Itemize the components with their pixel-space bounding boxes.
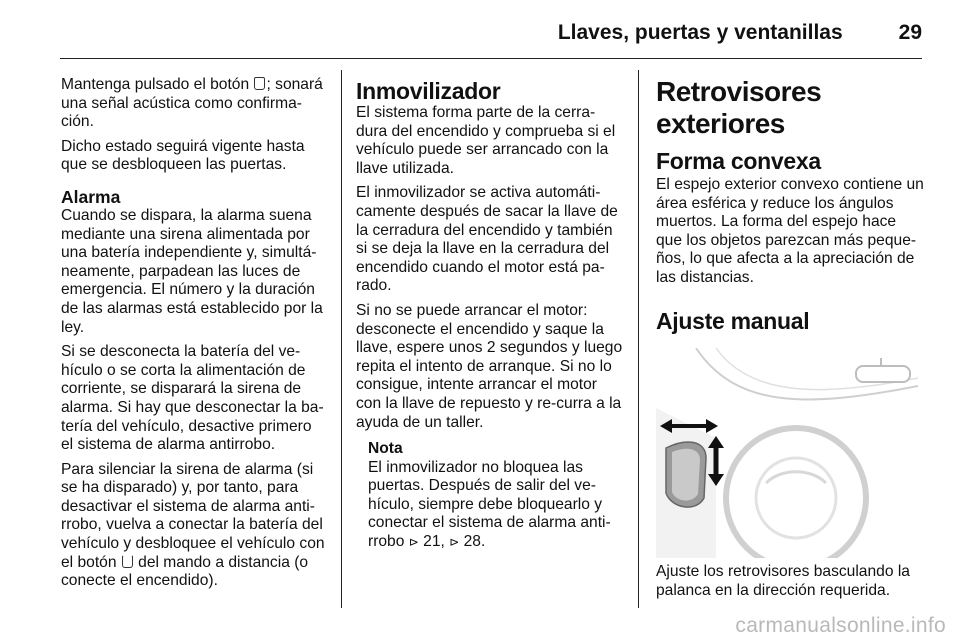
text-fragment: , bbox=[440, 533, 450, 551]
text-fragment: . bbox=[480, 533, 486, 551]
triangle-right-icon: ⊳ bbox=[449, 535, 460, 550]
paragraph-lock bbox=[61, 76, 327, 132]
mirror-adjustment-illustration bbox=[656, 348, 918, 558]
subheading-convex: Forma convexa bbox=[656, 148, 821, 174]
text-fragment: del mando a distancia (o conecte el encendido). bbox=[61, 553, 309, 590]
chapter-title: Llaves, puertas y ventanillas bbox=[557, 21, 843, 44]
heading-retrovisores: Retrovisores exteriores bbox=[656, 76, 822, 139]
page-reference-link[interactable]: 28 bbox=[463, 533, 481, 551]
paragraph-immobilizer-3: Si no se puede arrancar el motor: desconecte el encendido y saque la llave, espere unos 2 segundos y luego repita el intento de arranque. Si no lo consigue, intente arrancar el motor con la llave de repuesto y re-curra a la ayuda de un taller. bbox=[356, 301, 623, 431]
note-box bbox=[368, 440, 624, 552]
figure-caption: Ajuste los retrovisores basculando la palanca en la dirección requerida. bbox=[656, 563, 910, 599]
paragraph-convex: El espejo exterior convexo contiene un área esférica y reduce los ángulos muertos. La forma del espejo hace que los objetos parezcan más peque-ños, lo que afecta a la apreciación de las distancias. bbox=[656, 176, 924, 286]
paragraph-battery: Si se desconecta la batería del ve-hículo o se corta la alimentación de corriente, se disparará la sirena de alarma. Si hay que desconectar la ba-tería del vehículo, desactive primero el sistema de alarma antirrobo. bbox=[61, 343, 324, 454]
paragraph-silence bbox=[61, 461, 327, 591]
text-fragment: Para silenciar la sirena de alarma (si se ha disparado) y, por tanto, para desactivar el sistema de alarma anti-rrobo, vuelva a conectar la batería del vehículo y desbloquee el vehículo con el botón bbox=[61, 460, 325, 571]
unlock-icon bbox=[122, 555, 133, 568]
paragraph-immobilizer-1: El sistema forma parte de la cerra-dura del encendido y comprueba si el vehículo puede ser arrancado con la llave utilizada. bbox=[356, 104, 616, 177]
page-reference-link[interactable]: 21 bbox=[423, 533, 441, 551]
text-fragment: Mantenga pulsado el botón bbox=[61, 76, 254, 93]
text-fragment: El inmovilizador no bloquea las puertas. Después de salir del ve-hículo, siempre debe bloquearlo y conectar el sistema de alarma anti-rrobo bbox=[368, 458, 611, 551]
column-3 bbox=[656, 76, 924, 606]
column-1 bbox=[61, 76, 327, 597]
page-number: 29 bbox=[898, 21, 922, 44]
note-text bbox=[368, 459, 624, 552]
column-divider bbox=[638, 70, 639, 608]
page-header bbox=[60, 18, 922, 48]
lock-icon bbox=[254, 77, 265, 90]
watermark: carmanualsonline.info bbox=[735, 614, 946, 637]
subheading-manual: Ajuste manual bbox=[656, 307, 810, 334]
column-2 bbox=[356, 78, 624, 552]
note-title: Nota bbox=[368, 440, 403, 458]
paragraph-immobilizer-2: El inmovilizador se activa automáti-camente después de sacar la llave de la cerradura del encendido y también si se deja la llave en la cerradura del encendido cuando el motor está pa-rado. bbox=[356, 184, 618, 295]
heading-inmovilizador: Inmovilizador bbox=[356, 78, 501, 104]
heading-alarma: Alarma bbox=[61, 186, 121, 207]
text-fragment: ; sonará una señal acústica como confirma-ción. bbox=[61, 76, 323, 131]
triangle-right-icon: ⊳ bbox=[408, 535, 419, 550]
paragraph-state: Dicho estado seguirá vigente hasta que se desbloqueen las puertas. bbox=[61, 137, 305, 174]
column-divider bbox=[341, 70, 342, 608]
paragraph-alarm: Cuando se dispara, la alarma suena mediante una sirena alimentada por una batería independiente y, simultá-neamente, parpadean las luces de emergencia. El número y la duración de las alarmas está establecido por la ley. bbox=[61, 206, 323, 336]
header-rule bbox=[60, 58, 922, 59]
